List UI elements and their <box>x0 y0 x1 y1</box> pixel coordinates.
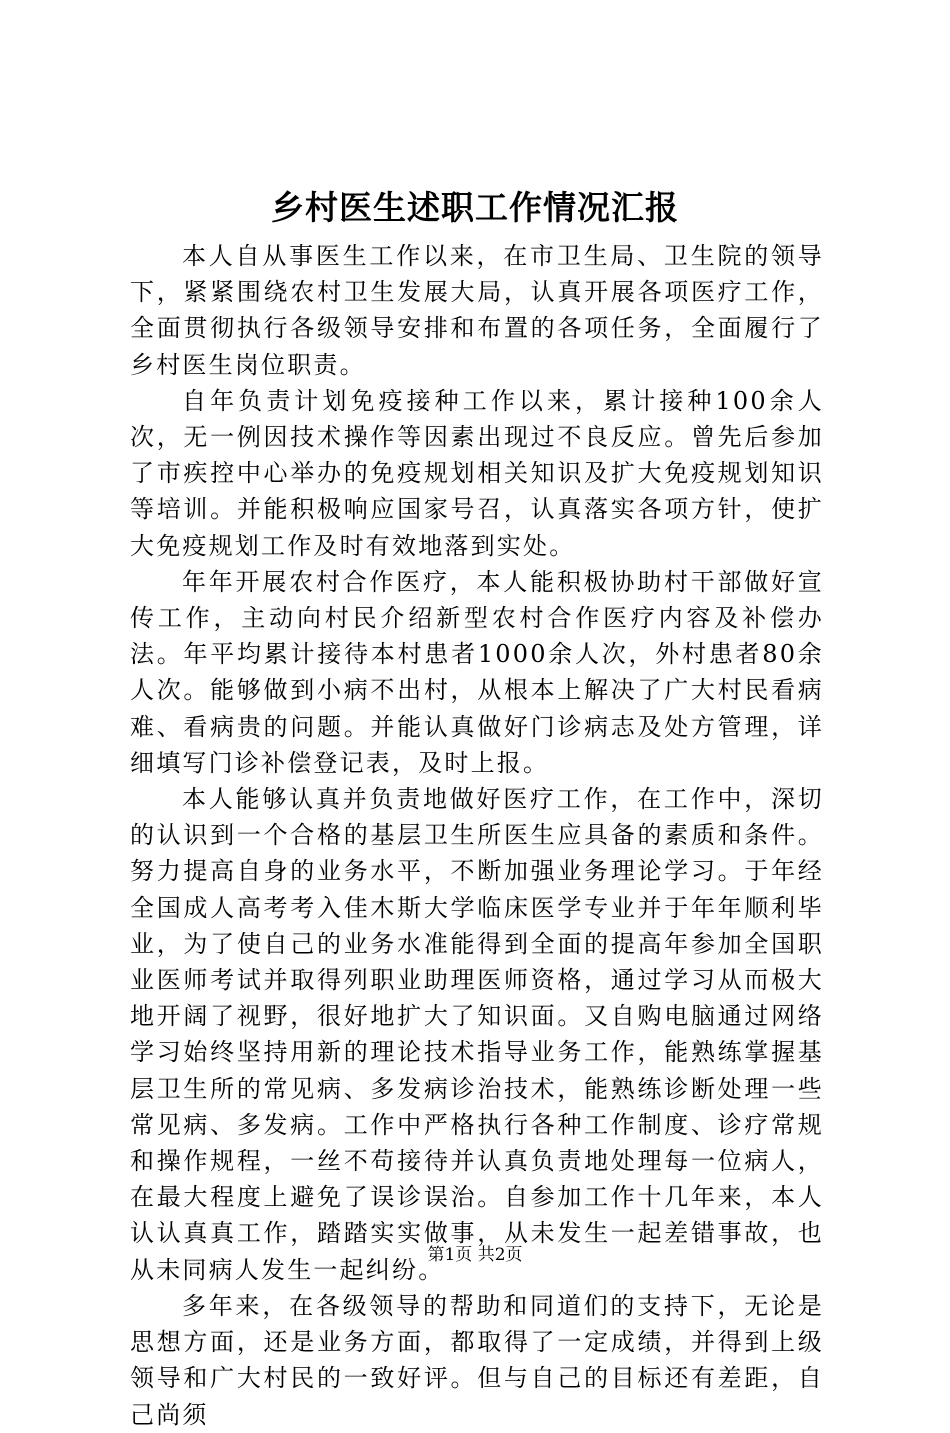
paragraph-3: 年年开展农村合作医疗，本人能积极协助村干部做好宣传工作，主动向村民介绍新型农村合作医疗内容及补偿办法。年平均累计接待本村患者1000余人次，外村患者80余人次。能够做到小病不出村，从根本上解决了广大村民看病难、看病贵的问题。并能认真做好门诊病志及处方管理，详细填写门诊补偿登记表，及时上报。 <box>130 567 824 777</box>
page-footer: 第1页 共2页 <box>427 1245 523 1265</box>
paragraph-5: 多年来，在各级领导的帮助和同道们的支持下，无论是思想方面，还是业务方面，都取得了一定成绩，并得到上级领导和广大村民的一致好评。但与自己的目标还有差距，自己尚须 <box>130 1291 824 1429</box>
document-title: 乡村医生述职工作情况汇报 <box>271 188 679 227</box>
paragraph-1: 本人自从事医生工作以来，在市卫生局、卫生院的领导下，紧紧围绕农村卫生发展大局，认真开展各项医疗工作，全面贯彻执行各级领导安排和布置的各项任务，全面履行了乡村医生岗位职责。 <box>130 242 824 379</box>
paragraph-4: 本人能够认真并负责地做好医疗工作，在工作中，深切的认识到一个合格的基层卫生所医生应具备的素质和条件。努力提高自身的业务水平，不断加强业务理论学习。于年经全国成人高考考入佳木斯大学临床医学专业并于年年顺利毕业，为了使自己的业务水准能得到全面的提高年参加全国职业医师考试并取得列职业助理医师资格，通过学习从而极大地开阔了视野，很好地扩大了知识面。又自购电脑通过网络学习始终坚持用新的理论技术指导业务工作，能熟练掌握基层卫生所的常见病、多发病诊治技术，能熟练诊断处理一些常见病、多发病。工作中严格执行各种工作制度、诊疗常规和操作规程，一丝不苟接待并认真负责地处理每一位病人，在最大程度上避免了误诊误治。自参加工作十几年来，本人认认真真工作，踏踏实实做事，从未发生一起差错事故，也从未同病人发生一起纠纷。 <box>130 785 824 1284</box>
paragraph-2: 自年负责计划免疫接种工作以来，累计接种100余人次，无一例因技术操作等因素出现过不良反应。曾先后参加了市疾控中心举办的免疫规划相关知识及扩大免疫规划知识等培训。并能积极响应国家号召，认真落实各项方针，使扩大免疫规划工作及时有效地落到实处。 <box>130 386 824 560</box>
